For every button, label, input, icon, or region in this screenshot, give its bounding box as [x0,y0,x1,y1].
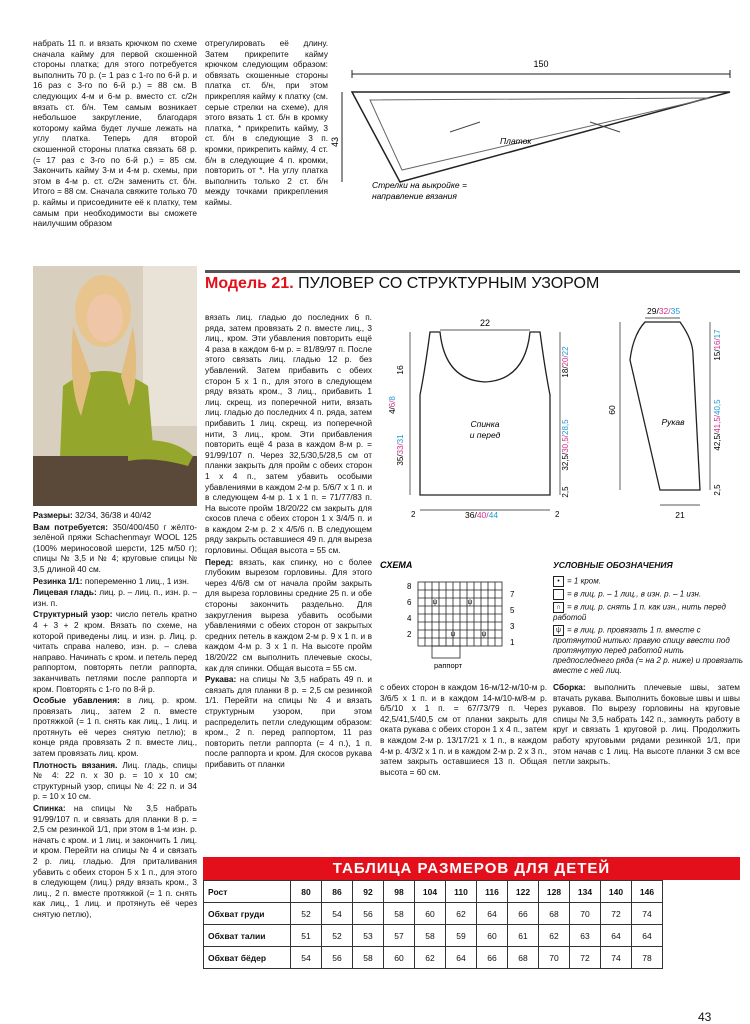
table-cell: 51 [291,925,322,947]
back-text: на спицы № 3,5 набрать 91/99/107 п. и связать для планки 8 р. = 2,5 см резинкой 1/1, при этом в 1-м изн. р. начать с кром. и 1 лиц. и закончить 1 лиц. и кром. Перейти на спицы № 4 и связать 2 р. лиц. гладью. Для приталивания убавить с обеих сторон 5 x 1 п., для этого в следующем (лиц.) ряду вязать кром., 3 лиц., 2 п. вместе протяжкой (= 1 п. снять как лиц., 1 лиц. и протянуть её через снятую петлю), [33,803,197,919]
neck-size-label: 4/6/8 [388,396,397,414]
front-text: вязать, как спинку, но с более глубоким вырезом горловины. Для этого через 4/6/8 см от начала пройм закрыть для выреза горловины средние 25 п. и обе стороны закончить раздельно. Для закругления выреза убавить особыми убавлениями с обеих сторон от закрытых средних петель в каждом 2-м р. 9 x 1 п. и в каждом 4-м р. 3 x 1 п. На высоте пройм 18/20/22 см выполнить плечевые скосы, как для спинки. Общая высота = 55 см. [205,556,373,673]
need-label: Вам потребуется: [33,521,109,532]
legend [553,560,743,676]
model-title [205,275,599,293]
struct-text: число петель кратно 4 + 3 + 2 кром. Вязать по схеме, на которой приведены лиц. и изн. р. Лиц. р. читать справа налево, изн. р. – слева направо. Начинать с кром. и петель перед раппортом, повторять петли раппорта, заканчивать петлями после раппорта и кром. Повторять с 1-го по 8-й р. [33,609,197,694]
table-cell: 80 [291,881,322,903]
table-cell: 104 [415,881,446,903]
shawl-note-1: Стрелки на выкройке = [372,180,467,190]
table-row [204,903,663,925]
table-cell: 64 [601,925,632,947]
rapport-label: раппорт [434,661,463,670]
assembly-label: Сборка: [553,682,586,692]
table-cell: 60 [477,925,508,947]
table-cell: 70 [570,903,601,925]
shawl-note-2: направление вязания [372,191,457,201]
svg-text:ψ: ψ [481,631,487,638]
sleeve-label: Рукава: [205,674,237,685]
paragraph: отрегулировать её длину. Затем прикрепите кайму крючком следующим образом: обвязать скошенные стороны платка ст. б/н, при этом прикрепляя кайму к платку (см. серые стрелки на схеме), для этого вязать 1 ст. б/н в кромку платка, * прикрепить кайму, 3 ст. б/н в следующие 3 п. кромки, прикрепить кайму, 4 ст. б/н в следующие 4 п. кромки, повторить от *. На углу платка выполнить только 2 ст. б/н между точками прикрепления каймы. [205,38,328,207]
table-row [204,881,663,903]
row-header: Обхват талии [204,925,291,947]
table-cell: 146 [632,881,663,903]
table-cell: 70 [539,947,570,969]
shawl-diagram [330,52,745,212]
knit-together-icon: ψ [553,625,564,636]
neck-width-label: 22 [479,318,491,328]
middle-column [205,312,372,771]
row-label-5: 5 [510,606,515,615]
table-cell: 62 [539,925,570,947]
row-header: Рост [204,881,291,903]
rib-label: Резинка 1/1: [33,575,83,586]
struct-label: Структурный узор: [33,609,113,620]
page-number: 43 [698,1010,712,1024]
table-cell: 72 [570,947,601,969]
bottom-col3 [380,682,547,778]
table-cell: 57 [384,925,415,947]
row-label-6: 6 [407,598,412,607]
table-cell: 110 [446,881,477,903]
table-cell: 54 [322,903,353,925]
table-cell: 68 [508,947,539,969]
table-cell: 60 [384,947,415,969]
table-cell: 64 [446,947,477,969]
stock-label: Лицевая гладь: [33,587,97,598]
shawl-name: Платок [500,136,532,146]
sleeve-cap-label: 15/16/17 [713,329,722,361]
neck-depth-label: 16 [395,365,405,375]
table-cell: 58 [353,947,384,969]
table-cell: 68 [539,903,570,925]
row-label-2: 2 [407,630,412,639]
svg-text:ψ: ψ [450,631,456,638]
dec-label: Особые убавления: [33,695,120,706]
row-label-4: 4 [407,614,412,623]
table-cell: 61 [508,925,539,947]
stock-text: лиц. р. – лиц. п., изн. р. – изн. п. [33,587,197,608]
sleeve-body-label: 42,5/41,5/40,5 [713,399,722,451]
rib-text: попеременно 1 лиц., 1 изн. [84,575,190,586]
table-cell: 53 [353,925,384,947]
table-cell: 86 [322,881,353,903]
table-cell: 63 [570,925,601,947]
need-text: 350/400/450 г жёлто-зелёной пряжи Schachenmayr WOOL 125 (100% мериносовой шерсти, 125 м/50 г); спицы № 3,5 и № 4; круговые спицы № 3,5 длиной 40 см. [33,521,197,574]
edge-stitch-icon: • [553,576,564,587]
table-cell: 62 [446,903,477,925]
left-column [33,510,197,921]
size-table [203,880,663,969]
pattern-diagram [375,300,740,525]
row-header: Обхват бёдер [204,947,291,969]
table-cell: 116 [477,881,508,903]
sleeve-continued: с обеих сторон в каждом 16-м/12-м/10-м р. 3/6/5 x 1 п. и в каждом 14-м/10-м/8-м р. 6/5/10 x 1 п. = 67/73/79 п. Через 42,5/41,5/40,5 см от планки закрыть для оката рукава с обеих сторон 1 x 4 п., затем в каждом 2-м р. 13/17/21 x 1 п., в каждом 4-м р. 4/3/2 x 1 п. и в каждом 2-м р. 2 x 3 п., затем закрыть оставшиеся 13 п. Общая высота = 60 см. [380,682,547,777]
table-cell: 52 [322,925,353,947]
sleeve-name: Рукав [661,417,685,427]
back-label: Спинка: [33,803,66,814]
table-cell: 72 [601,903,632,925]
shawl-width-label: 150 [533,59,549,69]
rib-height-label: 2,5 [561,486,570,498]
table-cell: 54 [291,947,322,969]
table-cell: 92 [353,881,384,903]
table-cell: 74 [632,903,663,925]
model-title-text: ПУЛОВЕР СО СТРУКТУРНЫМ УЗОРОМ [298,275,600,292]
sleeve-top-label: 29/32/35 [647,306,681,316]
knit-stitch-icon [553,589,564,600]
row-label-8: 8 [407,582,412,591]
table-cell: 66 [477,947,508,969]
woman-illustration [33,266,197,506]
table-cell: 122 [508,881,539,903]
front-width-label: 36/40/44 [465,510,499,520]
table-cell: 58 [415,925,446,947]
front-label-1: Спинка [470,419,500,429]
shoulder-label-right: 2 [555,510,560,519]
table-cell: 134 [570,881,601,903]
sleeve-text: на спицы № 3,5 набрать 49 п. и связать для планки 8 р. = 2,5 см резинкой 1/1. Перейти на спицы № 4 и вязать структурным узором, при этом распределить петли следующим образом: кром., 2 п. перед раппортом, 11 раз повторить петли раппорта (= 4 п.), 1 п. после раппорта и кром. Для скосов рукава прибавить от планки [205,674,372,769]
assembly-text: выполнить плечевые швы, затем втачать рукава. Выполнить боковые швы и швы рукавов. По вырезу горловины на круговые спицы № 3,5 набрать 142 п., замкнуть работу в круг и связать 1 круговой р. лиц. Продолжить работу круговыми рядами резинкой 1/1, при этом начав с 1 лиц. На высоте планки 3 см все петли закрыть. [553,682,740,767]
table-row [204,925,663,947]
table-cell: 56 [322,947,353,969]
table-cell: 60 [415,903,446,925]
svg-text:ψ: ψ [432,599,438,606]
gauge-label: Плотность вязания. [33,759,118,770]
body-height-label: 32,5/30,5/28,5 [561,419,570,471]
table-cell: 59 [446,925,477,947]
row-label-1: 1 [510,638,515,647]
paragraph: набрать 11 п. и вязать крючком по схеме сначала кайму для первой скошенной стороны платка; для этого потребуется выполнить 70 р. (= 1 раз с 1-го по 6-й р. и 16 раз с 3-го по 6-й р.) = 88 см. В следующих 4-м и 6-м р. вместо ст. с/2н вязать ст. б/н. Тем самым возникает небольшое закругление, благодаря которому кайма будет лучше лежать на углу платка. Теперь для второй скошенной стороны платка связать 68 р. (= 17 раз с 3-го по 6-й р.) = 85 см. Закончить кайму 3-м и 4-м р. схемы, при этом в 4-м р. ст. с/2н заменить ст. б/н. Итого = 88 см. Сначала свяжите только 70 р. каймы и присоедините её к платку, тем самым при необходимости вы сможете наилучшим образом [33,38,197,229]
table-cell: 74 [601,947,632,969]
table-cell: 140 [601,881,632,903]
model-label: Модель 21. [205,275,294,292]
row-label-7: 7 [510,590,515,599]
table-cell: 56 [353,903,384,925]
legend-item-slip: ∩ = в лиц. р. снять 1 п. как изн., нить перед работой [553,602,726,622]
scheme-title: СХЕМА [380,560,413,570]
sleeve-rib-label: 2,5 [713,484,722,496]
shoulder-label: 2 [411,510,416,519]
legend-item-edge: • = 1 кром. [553,576,743,587]
table-cell: 64 [632,925,663,947]
gauge-text: Лиц. гладь, спицы № 4: 22 п. x 30 р. = 10 x 10 см; структурный узор, спицы № 4: 22 п. и 34 р. = 10 x 10 см. [33,759,198,802]
legend-item-knit: = в лиц. р. – 1 лиц., в изн. р. – 1 изн. [553,589,743,600]
size-table-title: ТАБЛИЦА РАЗМЕРОВ ДЛЯ ДЕТЕЙ [203,857,740,880]
legend-item-together: ψ = в лиц. р. провязать 1 п. вместе с протянутой нитью: правую спицу ввести под протянутую перед работой нить предпоследнего ряда (= на 2 р. ниже) и провязать вместе с ней лиц. [553,625,743,675]
table-cell: 58 [384,903,415,925]
shawl-height-label: 43 [330,136,340,148]
front-label-2: и перед [469,430,501,440]
armhole-label: 18/20/22 [561,346,570,378]
left-height-label: 35/33/31 [396,434,405,466]
model-title-bar [205,270,740,297]
top-text-col1 [33,38,197,230]
table-cell: 62 [415,947,446,969]
front-label: Перед: [205,556,234,567]
bottom-col4 [553,682,740,768]
row-label-3: 3 [510,622,515,631]
mid-text1: вязать лиц. гладью до последних 6 п. ряда, затем провязать 2 п. вместе лиц., 3 лиц., кром. Эти убавления повторить ещё 4 раза в каждом 6-м р. = 81/89/97 п. После этого связать лиц. гладью 12 р. без убавлений. Затем прибавить с обеих сторон 5 x 1 п., для этого в следующем ряду вязать кром., 3 лиц., прибавить 1 лиц. скрещ. из поперечной нити, вязать лиц. гладью до последних 4 п. ряда, затем прибавить 1 лиц. скрещ. из поперечной нити, 3 лиц., кром. Эти прибавления повторить ещё 4 раза в каждом 8-м р. = 91/99/107 п. Через 32,5/30,5/28,5 см от планки закрыть для пройм с обеих сторон 1 x 4 п., затем убавить особыми убавлениями в каждом 2-м р. 5/6/7 x 1 п. и в следующем 4-м р. 1 x 1 п. = 71/77/83 п. На высоте пройм 18/20/22 см закрыть для скосов плеча с обеих сторон 1 x 3/4/5 п. и в каждом 2-м р. 2 x 4/5/6 п. В следующем ряду закрыть оставшиеся 49 п. для выреза горловины. Общая высота = 55 см. [205,312,372,556]
table-cell: 78 [632,947,663,969]
table-cell: 66 [508,903,539,925]
model-photo [33,266,197,506]
table-cell: 128 [539,881,570,903]
slip-stitch-icon: ∩ [553,602,564,613]
table-row [204,947,663,969]
row-header: Обхват груди [204,903,291,925]
stitch-scheme [380,560,550,675]
svg-text:ψ: ψ [467,599,473,606]
legend-title: УСЛОВНЫЕ ОБОЗНАЧЕНИЯ [553,560,673,570]
dec-text: в лиц. р. кром. провязать лиц., затем 2 п. вместе протяжкой (= 1 п. снять как лиц., 1 лиц. и протянуть её через снятую петлю); в конце ряда провязать 2 п. вместе лиц., затем провязать лиц. кром. [33,695,197,759]
sizes-text: 32/34, 36/38 и 40/42 [75,510,152,520]
table-cell: 64 [477,903,508,925]
sizes-label: Размеры: [33,510,73,520]
top-text-col2 [205,38,328,209]
table-cell: 52 [291,903,322,925]
sleeve-length-label: 60 [607,405,617,415]
sleeve-width-label: 21 [675,510,685,520]
table-cell: 98 [384,881,415,903]
